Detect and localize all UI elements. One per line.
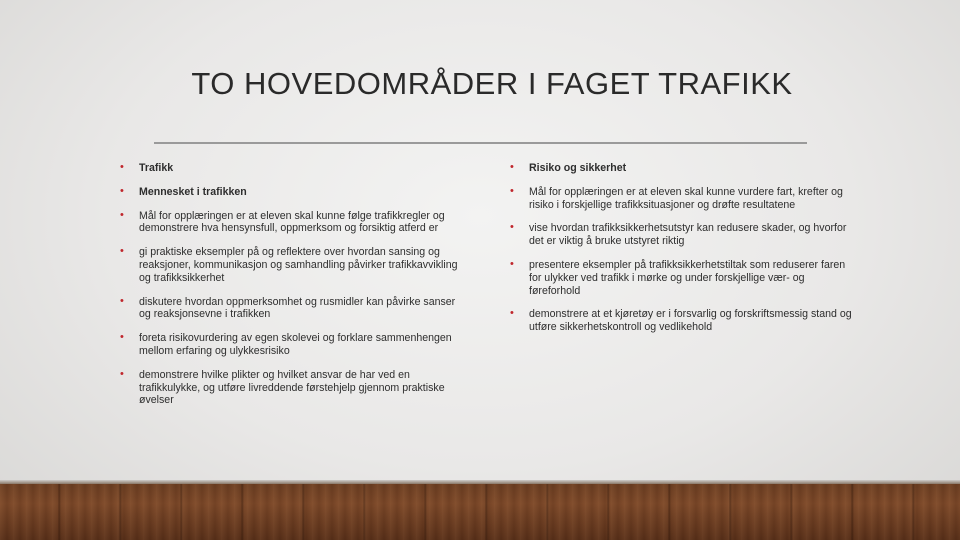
list-item-text: Risiko og sikkerhet bbox=[529, 162, 627, 174]
list-item-text: foreta risikovurdering av egen skolevei og forklare sammenhengen mellom erfaring og ulykkesrisiko bbox=[139, 332, 452, 357]
list-item-text: gi praktiske eksempler på og reflektere over hvordan sansing og reaksjoner, kommunikasjon og samhandling påvirker trafikkavvikling og trafikksikkerhet bbox=[139, 246, 458, 284]
wooden-floor bbox=[0, 484, 960, 540]
title-divider bbox=[154, 142, 807, 144]
list-item-text: demonstrere hvilke plikter og hvilket ansvar de har ved en trafikkulykke, og utføre livreddende førstehjelp gjennom praktiske øvelser bbox=[139, 368, 445, 407]
bullet-icon: • bbox=[510, 307, 514, 320]
list-item-text: Mål for opplæringen er at eleven skal kunne vurdere fart, krefter og risiko i forskjellige trafikksituasjoner og drøfte resultatene bbox=[529, 185, 843, 211]
list-item bbox=[120, 246, 462, 284]
right-column bbox=[510, 162, 852, 334]
list-item bbox=[120, 296, 462, 322]
list-item bbox=[120, 369, 462, 407]
list-item bbox=[120, 210, 462, 236]
list-item bbox=[510, 162, 852, 175]
list-item bbox=[510, 186, 852, 212]
bullet-icon: • bbox=[120, 161, 124, 173]
bullet-icon: • bbox=[510, 184, 514, 197]
list-item-text: presentere eksempler på trafikksikkerhetstiltak som reduserer faren for ulykker ved trafikk i mørke og under forskjellige vær- og føreforhold bbox=[529, 258, 846, 297]
list-item bbox=[510, 222, 852, 248]
list-item-text: Trafikk bbox=[139, 162, 174, 174]
list-item bbox=[120, 332, 462, 358]
bullet-icon: • bbox=[120, 367, 124, 380]
list-item bbox=[510, 308, 852, 334]
list-item bbox=[510, 259, 852, 297]
bullet-icon: • bbox=[120, 184, 124, 197]
bullet-icon: • bbox=[120, 294, 124, 307]
left-column bbox=[120, 162, 462, 407]
list-item bbox=[120, 162, 462, 175]
list-item-text: Mål for opplæringen er at eleven skal kunne følge trafikkregler og demonstrere hva hensynsfull, oppmerksom og forsiktig atferd er bbox=[139, 209, 445, 235]
bullet-icon: • bbox=[510, 161, 514, 173]
bullet-icon: • bbox=[120, 331, 124, 344]
list-item bbox=[120, 186, 462, 199]
bullet-icon: • bbox=[120, 208, 124, 221]
bullet-icon: • bbox=[510, 221, 514, 234]
slide-title: TO HOVEDOMRÅDER I FAGET TRAFIKK bbox=[191, 66, 793, 101]
list-item-text: Mennesket i trafikken bbox=[139, 185, 247, 198]
bullet-icon: • bbox=[120, 245, 124, 258]
list-item-text: demonstrere at et kjøretøy er i forsvarlig og forskriftsmessig stand og utføre sikkerhetskontroll og vedlikehold bbox=[529, 308, 852, 334]
bullet-icon: • bbox=[510, 257, 514, 270]
list-item-text: vise hvordan trafikksikkerhetsutstyr kan redusere skader, og hvorfor det er viktig å bruke utstyret riktig bbox=[529, 222, 847, 248]
list-item-text: diskutere hvordan oppmerksomhet og rusmidler kan påvirke sanser og reaksjonsevne i trafikken bbox=[139, 295, 456, 321]
